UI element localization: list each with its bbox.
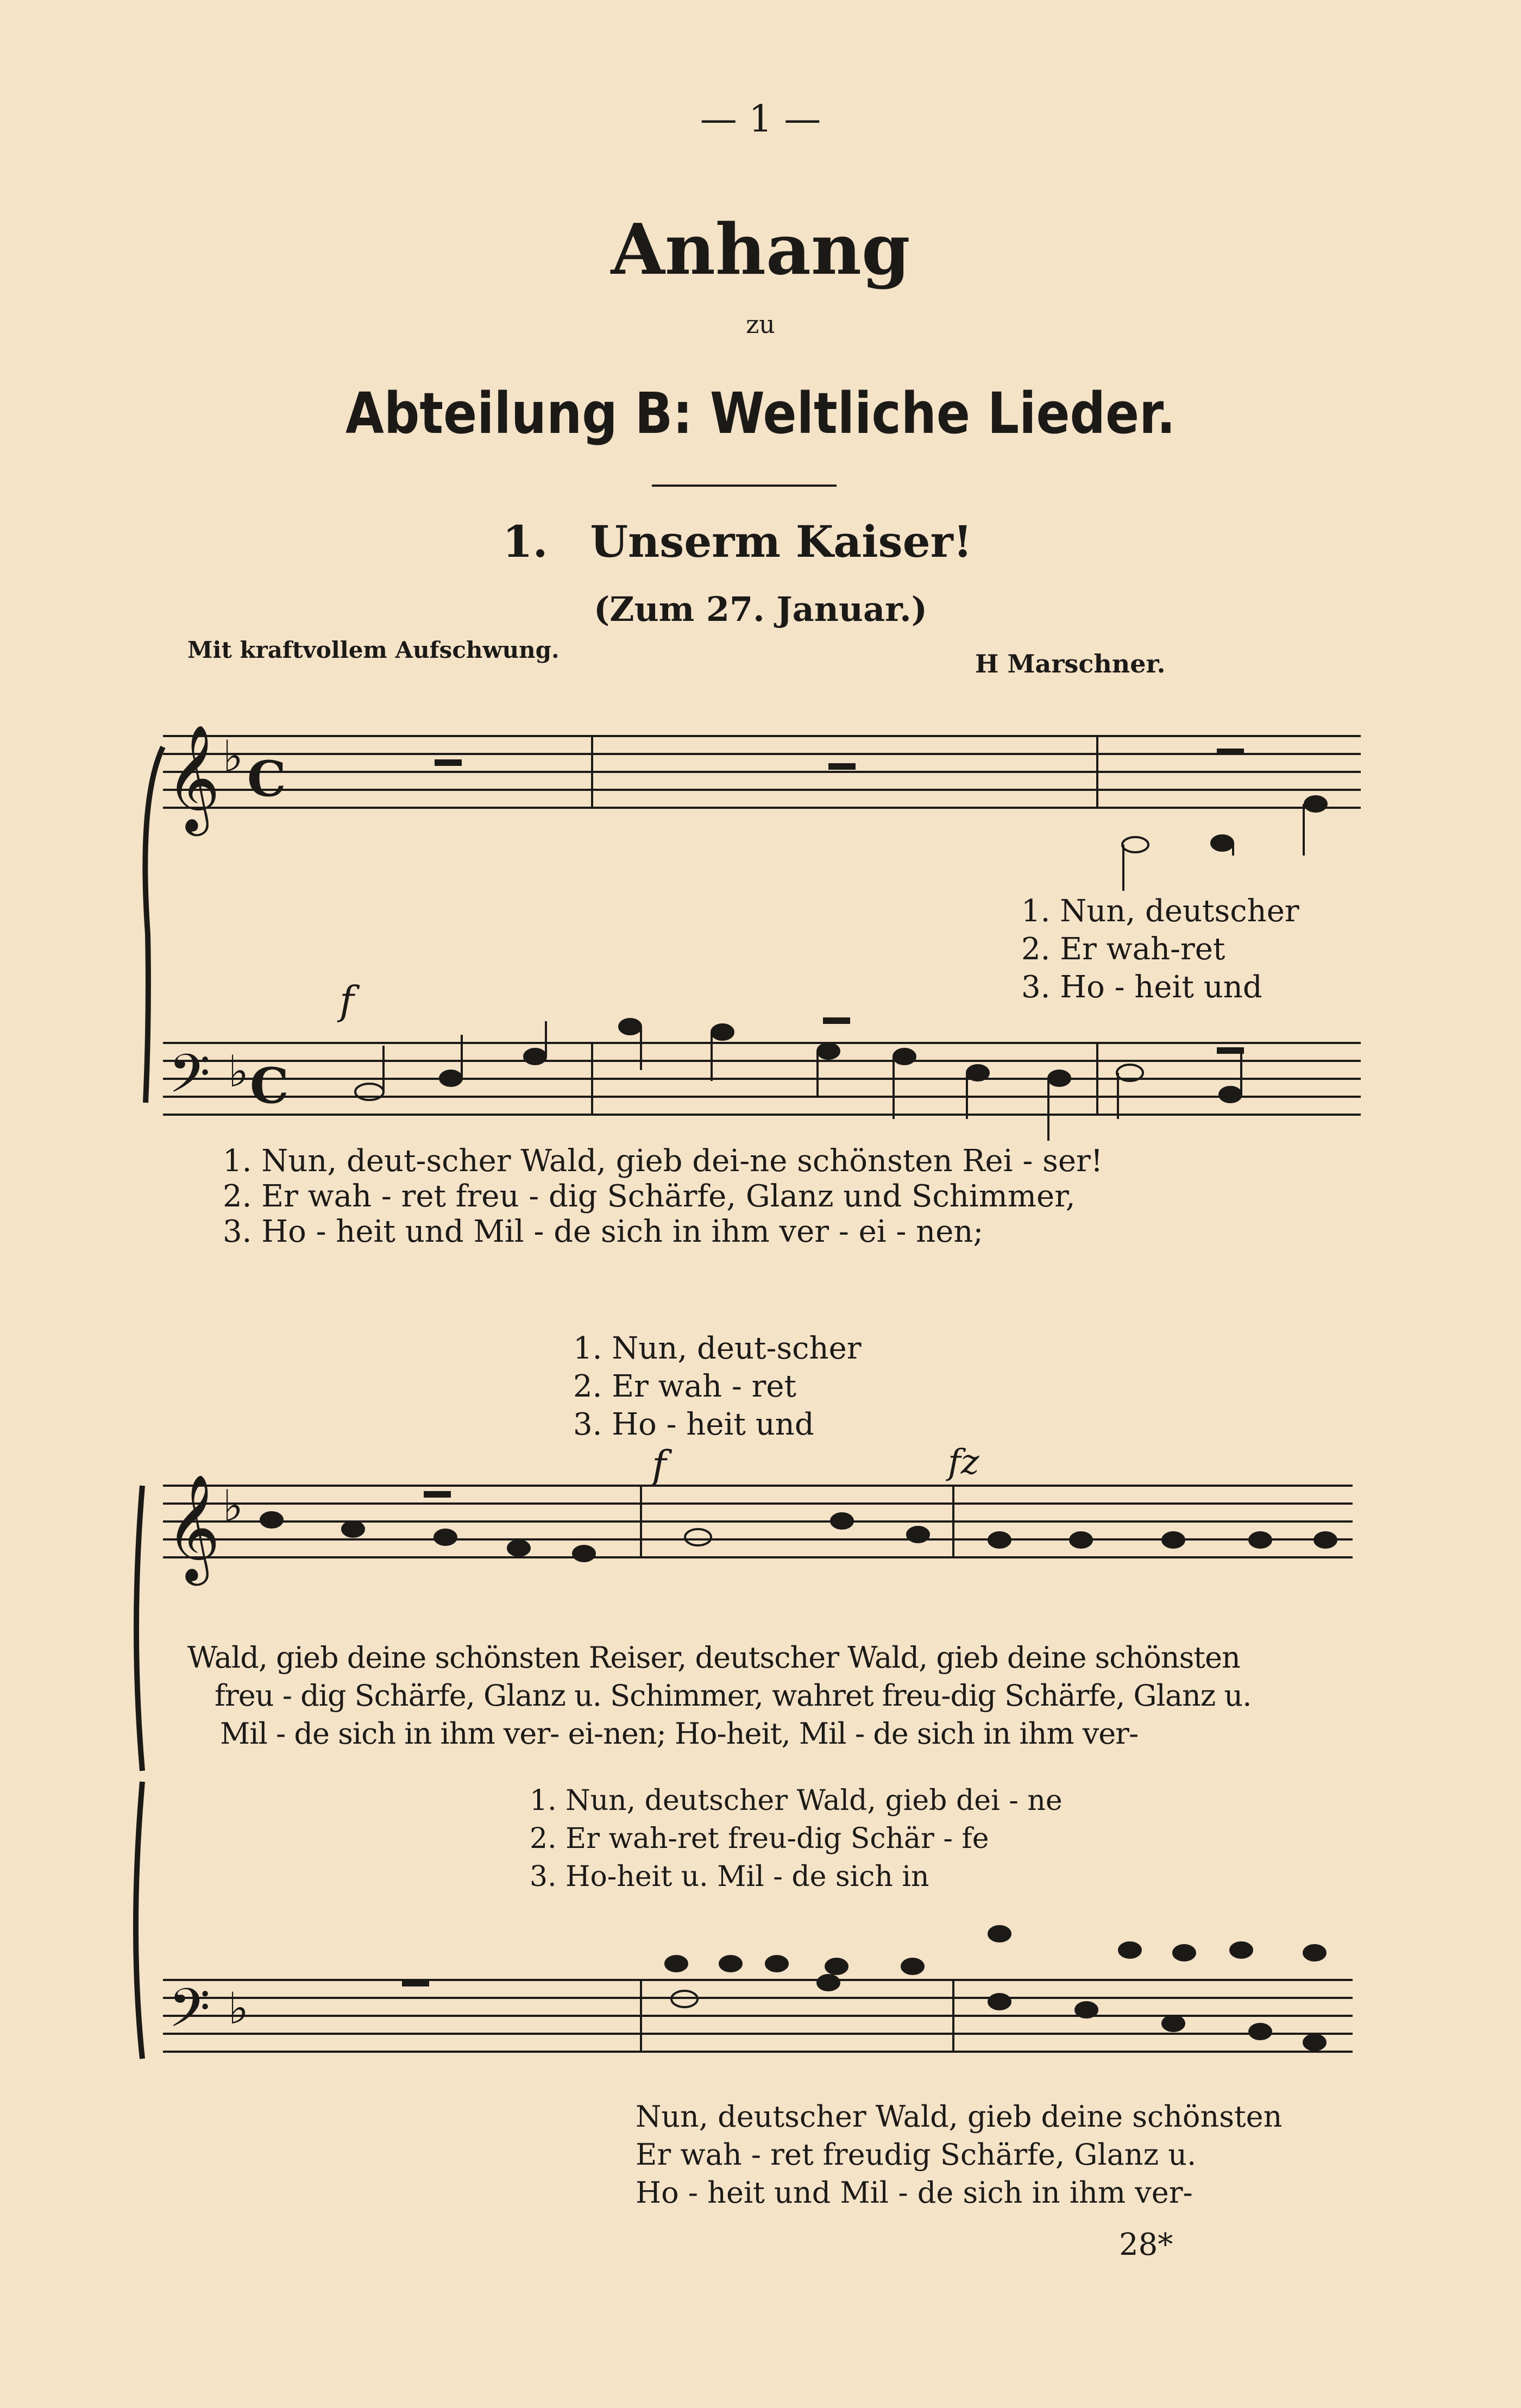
whole-rest (402, 1980, 429, 1986)
note (1230, 1942, 1252, 1958)
note (1048, 1071, 1070, 1086)
whole-rest (424, 1491, 451, 1498)
bass-clef-2: 𝄢 (168, 1977, 211, 2053)
note (907, 1527, 929, 1542)
whole-rest (1217, 1047, 1244, 1054)
tempo-marking: Mit kraftvollem Aufschwung. (187, 637, 560, 663)
dynamic-fz: fz (948, 1442, 979, 1482)
lyric-line: 1. Nun, deut-scher Wald, gieb dei-ne schönsten Rei - ser! (223, 1143, 1103, 1179)
lyric-line: Wald, gieb deine schönsten Reiser, deutscher Wald, gieb deine schönsten (187, 1640, 1240, 1675)
note (1315, 1532, 1336, 1548)
lyric-line: 3. Ho - heit und (573, 1407, 814, 1442)
lyric-line: 3. Ho - heit und Mil - de sich in ihm ver - ei - nen; (223, 1214, 984, 1249)
treble-clef-1: 𝄞 (166, 724, 221, 832)
song-title: Unserm Kaiser! (590, 516, 972, 567)
note (1070, 1532, 1092, 1548)
signature-mark: 28* (1119, 2227, 1173, 2262)
note (261, 1512, 282, 1527)
note (524, 1049, 546, 1064)
note (435, 1530, 456, 1545)
lyric-line: Mil - de sich in ihm ver- ei-nen; Ho-heit, Mil - de sich in ihm ver- (220, 1717, 1139, 1751)
whole-rest (435, 759, 462, 766)
note (665, 1956, 687, 1971)
lyric-line: 1. Nun, deut-scher (573, 1331, 862, 1366)
dynamic-forte: f (652, 1442, 667, 1488)
lyric-line: freu - dig Schärfe, Glanz u. Schimmer, wahret freu-dig Schärfe, Glanz u. (215, 1678, 1252, 1713)
note (1122, 837, 1148, 852)
note (766, 1956, 788, 1971)
note (1220, 1087, 1241, 1102)
page-number: — 1 — (700, 98, 821, 141)
flat-2: ♭ (228, 1046, 249, 1097)
lyric-line: Nun, deutscher Wald, gieb deine schönsten (636, 2099, 1283, 2134)
note (712, 1024, 733, 1040)
lyric-line: 1. Nun, deutscher (1021, 894, 1299, 929)
note (818, 1975, 839, 1990)
flat-3: ♭ (223, 1481, 243, 1531)
note (1249, 1532, 1271, 1548)
lyric-line: 2. Er wah-ret freu-dig Schär - fe (530, 1822, 989, 1855)
note (989, 1926, 1010, 1941)
composer: H Marschner. (975, 649, 1166, 678)
note (818, 1043, 839, 1059)
note (1119, 1942, 1141, 1958)
whole-rest (1217, 749, 1244, 755)
note (342, 1521, 364, 1537)
note (720, 1956, 741, 1971)
note (1211, 835, 1233, 851)
note (508, 1541, 530, 1556)
lyric-line: 2. Er wah-ret (1021, 932, 1225, 967)
note (1173, 1945, 1195, 1960)
note (1304, 1945, 1325, 1960)
note (831, 1513, 853, 1529)
system2-brace-lower (136, 1782, 142, 2059)
lyric-line: 1. Nun, deutscher Wald, gieb dei - ne (530, 1784, 1063, 1817)
note (619, 1019, 641, 1034)
section-subtitle: Abteilung B: Weltliche Lieder. (345, 380, 1176, 447)
system1-lower-staff (163, 1043, 1361, 1115)
page-title: Anhang (611, 209, 910, 291)
note (967, 1065, 989, 1080)
system2-brace (136, 1486, 142, 1771)
time-sig-1: C (247, 750, 286, 808)
note (1162, 1532, 1184, 1548)
note (573, 1546, 595, 1561)
note (826, 1959, 847, 1974)
note (1304, 2035, 1325, 2050)
time-sig-2: C (250, 1057, 289, 1115)
title-connector: zu (746, 310, 775, 339)
note (1162, 2016, 1184, 2031)
lyric-line: 3. Ho - heit und (1021, 970, 1262, 1005)
treble-clef-2: 𝄞 (166, 1474, 221, 1581)
whole-rest (828, 763, 856, 770)
note (440, 1071, 462, 1086)
flat-4: ♭ (228, 1983, 249, 2034)
system1-brace (145, 747, 163, 1103)
song-number: 1. (502, 516, 548, 567)
flat-1: ♭ (223, 731, 243, 782)
lyric-line: Ho - heit und Mil - de sich in ihm ver- (636, 2176, 1193, 2210)
lyric-line: 3. Ho-heit u. Mil - de sich in (530, 1860, 929, 1893)
note (902, 1959, 923, 1974)
note (989, 1532, 1010, 1548)
note (1076, 2002, 1097, 2017)
note (685, 1529, 711, 1545)
lyric-line: Er wah - ret freudig Schärfe, Glanz u. (636, 2137, 1197, 2172)
note (894, 1049, 915, 1064)
dynamic-forte: f (340, 978, 354, 1023)
note (989, 1994, 1010, 2009)
song-occasion: (Zum 27. Januar.) (593, 589, 928, 629)
note (1305, 796, 1327, 812)
bass-clef-1: 𝄢 (168, 1043, 211, 1118)
lyric-line: 2. Er wah - ret freu - dig Schärfe, Glanz und Schimmer, (223, 1179, 1076, 1214)
note (1249, 2024, 1271, 2039)
lyric-line: 2. Er wah - ret (573, 1369, 797, 1404)
system1-upper-staff (163, 736, 1361, 808)
whole-rest (823, 1017, 850, 1024)
